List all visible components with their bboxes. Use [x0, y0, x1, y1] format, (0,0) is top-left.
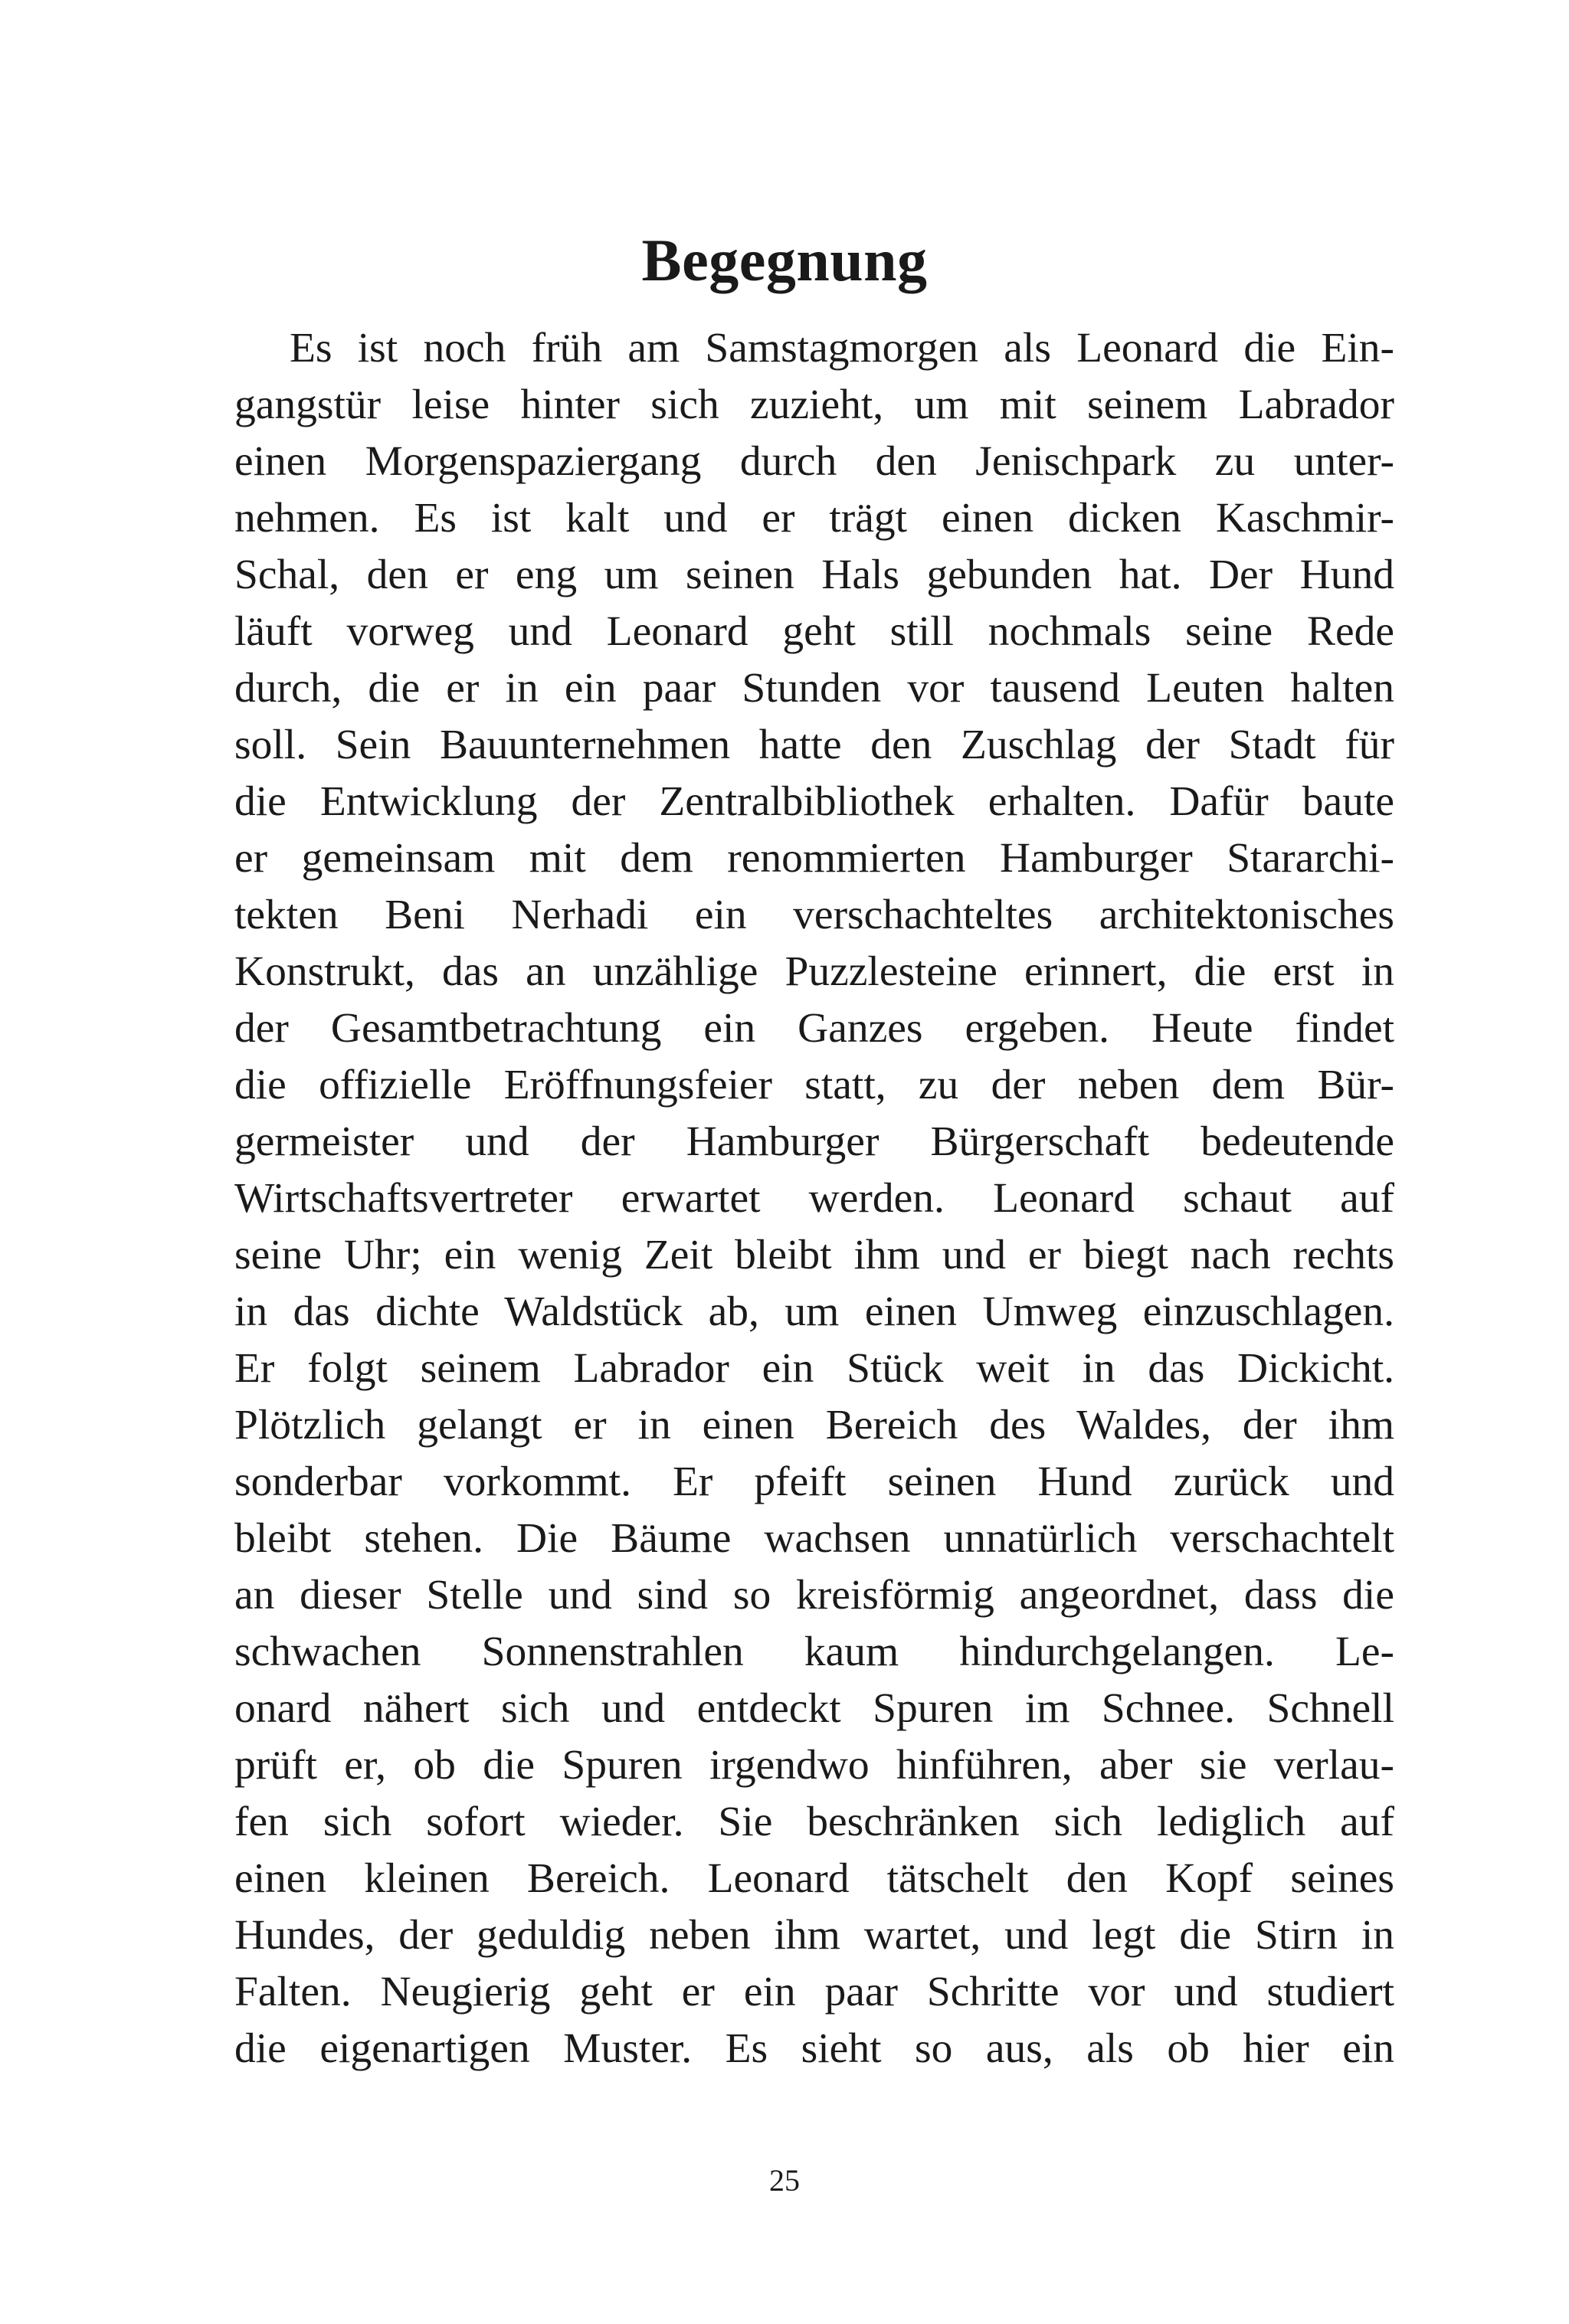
body-text: [234, 320, 1394, 2077]
text-line: sonderbar vorkommt. Er pfeift seinen Hund zurück und: [234, 1458, 1394, 1505]
text-line: er gemeinsam mit dem renommierten Hamburger Stararchi-: [234, 835, 1394, 882]
text-line: tekten Beni Nerhadi ein verschachteltes architektonisches: [234, 892, 1394, 938]
text-line: in das dichte Waldstück ab, um einen Umweg einzuschlagen.: [234, 1288, 1394, 1335]
text-line: Er folgt seinem Labrador ein Stück weit in das Dickicht.: [234, 1345, 1394, 1392]
text-line: die Entwicklung der Zentralbibliothek erhalten. Dafür baute: [234, 778, 1394, 825]
text-line: onard nähert sich und entdeckt Spuren im Schnee. Schnell: [234, 1685, 1394, 1732]
text-line: bleibt stehen. Die Bäume wachsen unnatürlich verschachtelt: [234, 1515, 1394, 1562]
text-line: Wirtschaftsvertreter erwartet werden. Leonard schaut auf: [234, 1175, 1394, 1222]
text-line: durch, die er in ein paar Stunden vor tausend Leuten halten: [234, 665, 1394, 712]
page-number: 25: [769, 2163, 800, 2198]
text-line: Konstrukt, das an unzählige Puzzlesteine erinnert, die erst in: [234, 948, 1394, 995]
text-line: Es ist noch früh am Samstagmorgen als Leonard die Ein-: [290, 325, 1394, 372]
chapter-title: Begegnung: [641, 227, 928, 293]
text-line: germeister und der Hamburger Bürgerschaft bedeutende: [234, 1118, 1394, 1165]
text-line: seine Uhr; ein wenig Zeit bleibt ihm und er biegt nach rechts: [234, 1232, 1394, 1278]
text-line: einen Morgenspaziergang durch den Jenischpark zu unter-: [234, 438, 1394, 485]
text-line: die offizielle Eröffnungsfeier statt, zu der neben dem Bür-: [234, 1062, 1394, 1108]
text-line: prüft er, ob die Spuren irgendwo hinführen, aber sie verlau-: [234, 1742, 1394, 1789]
text-line: schwachen Sonnenstrahlen kaum hindurchgelangen. Le-: [234, 1628, 1394, 1675]
text-line: Plötzlich gelangt er in einen Bereich des Waldes, der ihm: [234, 1402, 1394, 1448]
text-line: die eigenartigen Muster. Es sieht so aus, als ob hier ein: [234, 2025, 1394, 2072]
text-line: nehmen. Es ist kalt und er trägt einen dicken Kaschmir-: [234, 495, 1394, 542]
text-line: fen sich sofort wieder. Sie beschränken sich lediglich auf: [234, 1799, 1394, 1845]
text-line: läuft vorweg und Leonard geht still nochmals seine Rede: [234, 608, 1394, 655]
text-line: gangstür leise hinter sich zuzieht, um mit seinem Labrador: [234, 381, 1394, 428]
text-line: Hundes, der geduldig neben ihm wartet, und legt die Stirn in: [234, 1912, 1394, 1959]
text-line: einen kleinen Bereich. Leonard tätschelt den Kopf seines: [234, 1855, 1394, 1902]
text-line: soll. Sein Bauunternehmen hatte den Zuschlag der Stadt für: [234, 722, 1394, 768]
text-line: Schal, den er eng um seinen Hals gebunden hat. Der Hund: [234, 552, 1394, 598]
text-line: Falten. Neugierig geht er ein paar Schritte vor und studiert: [234, 1969, 1394, 2015]
text-line: an dieser Stelle und sind so kreisförmig angeordnet, dass die: [234, 1572, 1394, 1619]
text-line: der Gesamtbetrachtung ein Ganzes ergeben. Heute findet: [234, 1005, 1394, 1052]
